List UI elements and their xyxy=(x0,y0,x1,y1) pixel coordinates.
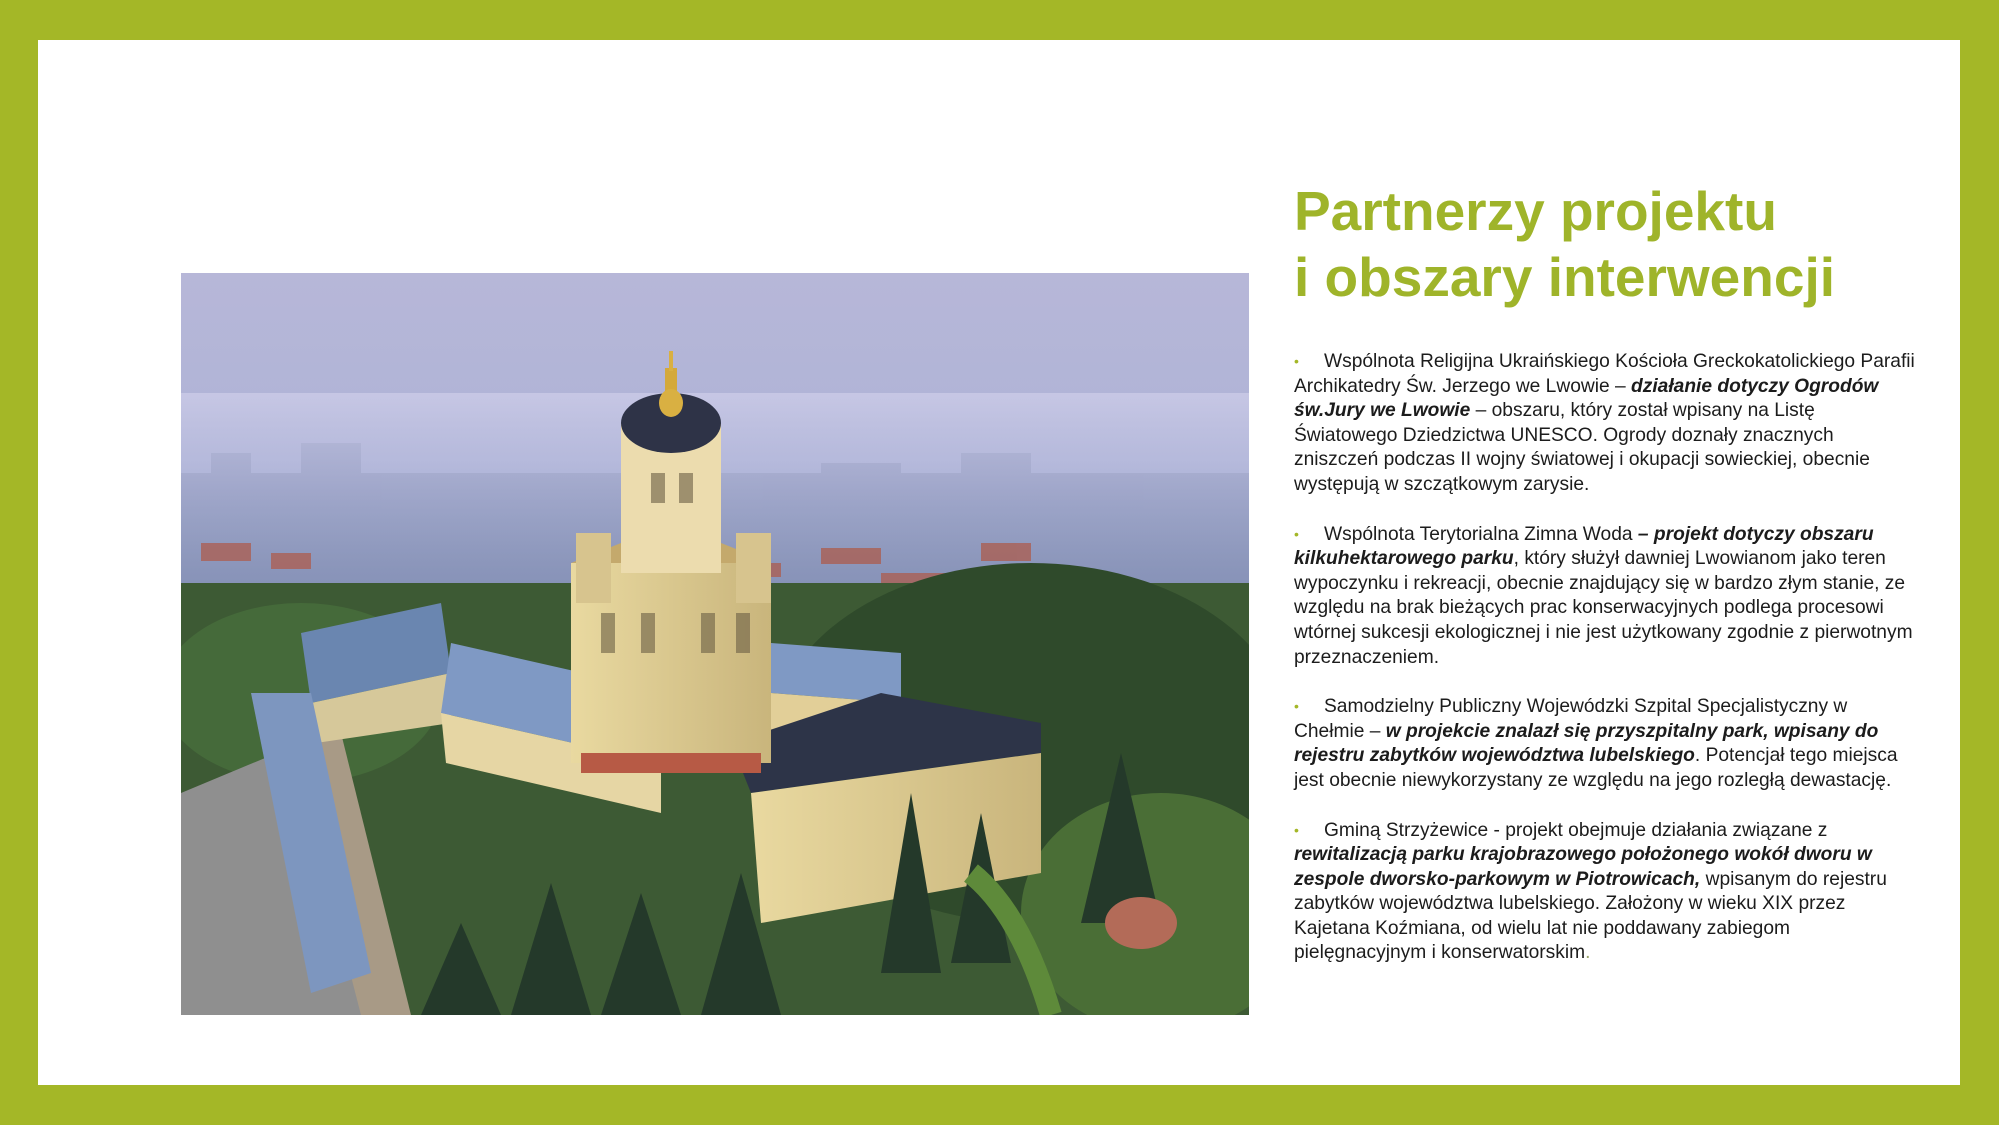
item-emphasis: działanie dotyczy Ogrodów św.Jury we Lwowie xyxy=(1294,375,1879,422)
bullet-icon: • xyxy=(1294,353,1299,369)
slide-title xyxy=(1294,178,1954,310)
item-rest: . Potencjał tego miejsca jest obecnie niewykorzystany ze względu na jego rozległą dewastację. xyxy=(1294,745,1898,791)
slide-title-line-2: i obszary interwencji xyxy=(1294,246,1836,308)
list-item xyxy=(1294,522,1918,671)
item-intro: Wspólnota Terytorialna Zimna Woda xyxy=(1324,523,1638,545)
list-item xyxy=(1294,349,1918,498)
item-emphasis: – projekt dotyczy obszaru kilkuhektarowego parku xyxy=(1294,523,1874,570)
item-emphasis: w projekcie znalazł się przyszpitalny park, wpisany do rejestru zabytków województwa lubelskiego xyxy=(1294,720,1879,767)
partners-list xyxy=(1294,349,1918,990)
item-intro: Gminą Strzyżewice - projekt obejmuje działania związane z xyxy=(1324,819,1828,841)
item-rest: – obszaru, który został wpisany na Listę Światowego Dziedzictwa UNESCO. Ogrody doznały znacznych zniszczeń podczas II wojny światowej i okupacji sowieckiej, obecnie występują w szczątkowym zarysie. xyxy=(1294,400,1870,495)
cathedral-aerial-photo xyxy=(181,273,1249,1015)
list-item xyxy=(1294,818,1918,967)
item-rest: wpisanym do rejestru zabytków województwa lubelskiego. Założony w wieku XIX przez Kajetana Koźmiana, od wielu lat nie poddawany zabiegom pielęgnacyjnym i konserwatorskim xyxy=(1294,868,1887,964)
item-tail: . xyxy=(1585,942,1591,964)
slide xyxy=(38,40,1960,1085)
bullet-icon: • xyxy=(1294,821,1299,838)
item-intro: Samodzielny Publiczny Wojewódzki Szpital Specjalistyczny w Chełmie – xyxy=(1294,696,1848,742)
item-emphasis: rewitalizacją parku krajobrazowego położonego wokół dworu w zespole dworsko-parkowym w Piotrowicach, xyxy=(1294,844,1872,890)
item-rest: , który służył dawniej Lwowianom jako teren wypoczynku i rekreacji, obecnie znajdujący się w bardzo złym stanie, ze względu na brak bieżących prac konserwacyjnych podlega procesowi wtórnej sukcesji ekologicznej i nie jest użytkowany zgodnie z pierwotnym przeznaczeniem. xyxy=(1294,548,1913,668)
item-intro: Wspólnota Religijna Ukraińskiego Kościoła Greckokatolickiego Parafii Archikatedry Św. Jerzego we Lwowie – xyxy=(1294,351,1915,397)
list-item xyxy=(1294,694,1918,793)
slide-title-line-1: Partnerzy projektu xyxy=(1294,180,1777,242)
bullet-icon: • xyxy=(1294,525,1299,542)
bullet-icon: • xyxy=(1294,698,1299,715)
